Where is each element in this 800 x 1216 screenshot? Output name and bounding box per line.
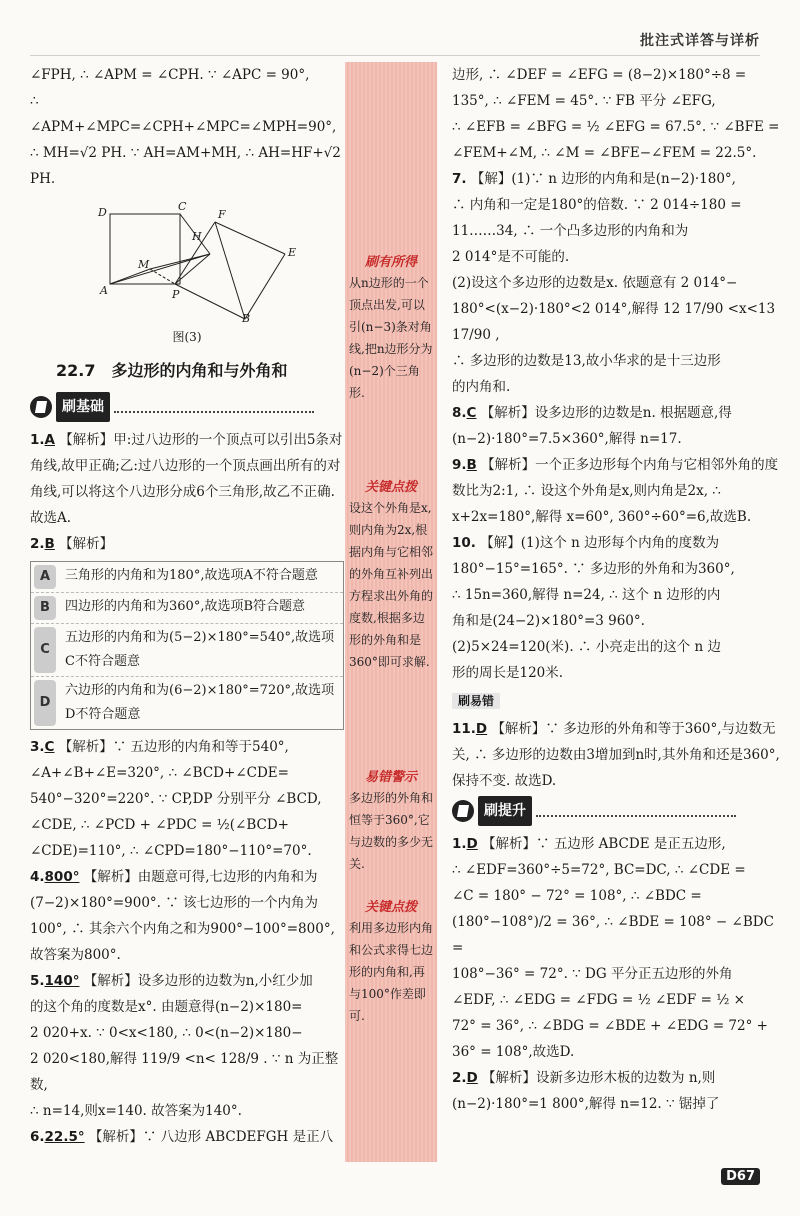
label-B: B — [242, 312, 251, 324]
option-row-c: C 五边形的内角和为(5−2)×180°=540°,故选项C不符合题意 — [31, 624, 343, 677]
label-D: D — [98, 206, 107, 219]
q5-line-3: 2 020+x. ∵ 0<x<180, ∴ 0<(n−2)×180− — [30, 1025, 303, 1041]
q7-line-4: 2 014°是不可能的. — [452, 249, 570, 265]
q10: 10. 【解】(1)这个 n 边形每个内角的度数为 — [452, 535, 720, 551]
q10-line-3: ∴ 15n=360,解得 n=24, ∴ 这个 n 边形的内 — [452, 587, 721, 603]
margin-notes-column — [345, 62, 437, 1162]
q10-line-2: 180°−15°=165°. ∵ 多边形的外角和为360°, — [452, 561, 735, 577]
p1-line-8: 36° = 108°,故选D. — [452, 1044, 575, 1060]
q3-line-2: ∠A+∠B+∠E=320°, ∴ ∠BCD+∠CDE= — [30, 765, 289, 781]
intro-line-2: ∴ ∠APM+∠MPC=∠CPH+∠MPC=∠MPH=90°, — [30, 93, 337, 135]
p1-line-2: ∴ ∠EDF=360°÷5=72°, BC=DC, ∴ ∠CDE = — [452, 862, 746, 878]
q8: 8.C 【解析】设多边形的边数是n. 根据题意,得(n−2)·180°=7.5×360°,解得 n=17. — [452, 405, 732, 447]
badge-improve: 刷提升 — [452, 796, 736, 826]
q5: 5.140° 【解析】设多边形的边数为n,小红少加 — [30, 973, 313, 989]
q3-line-4: ∠CDE, ∴ ∠PCD + ∠PDC = ½(∠BCD+ — [30, 817, 289, 833]
r-line-4: ∠FEM+∠M, ∴ ∠M = ∠BFE−∠FEM = 22.5°. — [452, 145, 757, 161]
label-A: A — [100, 284, 108, 297]
label-H: H — [192, 230, 202, 243]
label-C: C — [178, 200, 187, 213]
note-4: 关键点拨 利用多边形内角和公式求得七边形的内角和,再与100°作差即可. — [349, 900, 434, 1023]
intro-line-1: ∠FPH, ∴ ∠APM = ∠CPH. ∵ ∠APC = 90°, — [30, 67, 310, 83]
dotted-rule — [114, 401, 314, 413]
figure-caption: 图(3) — [172, 330, 202, 344]
p1: 1.D 【解析】∵ 五边形 ABCDE 是正五边形, — [452, 836, 726, 852]
book-icon — [30, 396, 52, 418]
r-line-2: 135°, ∴ ∠FEM = 45°. ∵ FB 平分 ∠EFG, — [452, 93, 716, 109]
intro-line-3: ∴ MH=√2 PH. ∵ AH=AM+MH, ∴ AH=HF+√2 PH. — [30, 145, 341, 187]
r-line-1: 边形, ∴ ∠DEF = ∠EFG = (8−2)×180°÷8 = — [452, 67, 747, 83]
q1: 1.A 【解析】甲:过八边形的一个顶点可以引出5条对角线,故甲正确;乙:过八边形的一个顶点画出所有的对角线,可以将这个八边形分成6个三角形,故乙不正确. 故选A. — [30, 432, 343, 526]
option-row-b: B 四边形的内角和为360°,故选项B符合题意 — [31, 593, 343, 624]
q5-line-2: 的这个角的度数是x°. 由题意得(n−2)×180= — [30, 999, 303, 1015]
p1-line-7: 72° = 36°, ∴ ∠BDG = ∠BDE + ∠EDG = 72° + — [452, 1018, 768, 1034]
q5-line-4: 2 020<180,解得 119/9 <n< 128/9 . ∵ n 为正整数, — [30, 1051, 339, 1093]
q7-line-3: 11……34, ∴ 一个凸多边形的内角和为 — [452, 223, 689, 239]
label-F: F — [218, 208, 226, 221]
q10-line-5: (2)5×24=120(米). ∴ 小亮走出的这个 n 边 — [452, 639, 721, 655]
label-E: E — [288, 246, 297, 259]
q10-line-6: 形的周长是120米. — [452, 665, 564, 681]
q5-line-5: ∴ n=14,则x=140. 故答案为140°. — [30, 1103, 242, 1119]
q6: 6.22.5° 【解析】∵ 八边形 ABCDEFGH 是正八 — [30, 1129, 334, 1145]
geometry-figure — [80, 194, 380, 324]
p1-line-5: 108°−36° = 72°. ∵ DG 平分正五边形的外角 — [452, 966, 733, 982]
options-table — [30, 561, 344, 730]
label-M: M — [138, 258, 150, 271]
dotted-rule — [536, 805, 736, 817]
note-2: 关键点拨 设这个外角是x,则内角为2x,根据内角与它相邻的外角互补列出方程求出外角的度数,根据多边形的外角和是360°即可求解. — [349, 480, 434, 669]
q2: 2.B 【解析】 — [30, 536, 114, 552]
left-column — [30, 62, 344, 1150]
section-title: 22.7 多边形的内角和与外角和 — [56, 361, 288, 380]
q7-line-6: 180°<(x−2)·180°<2 014°,解得 12 17/90 <x<13 17/90 , — [452, 301, 776, 343]
tag-mistake: 刷易错 — [452, 688, 782, 714]
p1-line-6: ∠EDF, ∴ ∠EDG = ∠FDG = ½ ∠EDF = ½ × — [452, 992, 745, 1008]
note-3: 易错警示 多边形的外角和恒等于360°,它与边数的多少无关. — [349, 770, 434, 871]
p1-line-4: (180°−108°)/2 = 36°, ∴ ∠BDE = 108° − ∠BDC = — [452, 914, 774, 956]
q10-line-4: 角和是(24−2)×180°=3 960°. — [452, 613, 645, 629]
q7-line-2: ∴ 内角和一定是180°的倍数. ∵ 2 014÷180 = — [452, 197, 742, 213]
q7: 7. 【解】(1)∵ n 边形的内角和是(n−2)·180°, — [452, 171, 736, 187]
q3: 3.C 【解析】∵ 五边形的内角和等于540°, — [30, 739, 289, 755]
p1-line-3: ∠C = 180° − 72° = 108°, ∴ ∠BDC = — [452, 888, 702, 904]
p2: 2.D 【解析】设新多边形木板的边数为 n,则(n−2)·180°=1 800°,解得 n=12. ∵ 锯掉了 — [452, 1070, 720, 1112]
right-column — [452, 62, 782, 1117]
q3-line-5: ∠CDE)=110°, ∴ ∠CPD=180°−110°=70°. — [30, 843, 312, 859]
q4: 4.800° 【解析】由题意可得,七边形的内角和为(7−2)×180°=900°. ∵ 该七边形的一个内角为100°, ∴ 其余六个内角之和为900°−100°=800°,故答案为800°. — [30, 869, 335, 963]
book-icon — [452, 800, 474, 822]
header-divider — [30, 55, 760, 56]
note-1: 刷有所得 从n边形的一个顶点出发,可以引(n−3)条对角线,把n边形分为(n−2)个三角形. — [349, 255, 433, 400]
page-number: D67 — [721, 1168, 760, 1185]
q7-line-7: ∴ 多边形的边数是13,故小华求的是十三边形 — [452, 353, 721, 369]
q3-line-3: 540°−320°=220°. ∵ CP,DP 分别平分 ∠BCD, — [30, 791, 322, 807]
label-P: P — [172, 288, 180, 301]
option-row-a: A 三角形的内角和为180°,故选项A不符合题意 — [31, 562, 343, 593]
option-row-d: D 六边形的内角和为(6−2)×180°=720°,故选项D不符合题意 — [31, 677, 343, 729]
q7-line-5: (2)设这个多边形的边数是x. 依题意有 2 014°− — [452, 275, 738, 291]
r-line-3: ∴ ∠EFB = ∠BFG = ½ ∠EFG = 67.5°. ∵ ∠BFE = — [452, 119, 780, 135]
q11: 11.D 【解析】∵ 多边形的外角和等于360°,与边数无关, ∴ 多边形的边数由3增加到n时,其外角和还是360°,保持不变. 故选D. — [452, 721, 780, 789]
page-header: 批注式详答与详析 — [640, 33, 760, 49]
badge-basic: 刷基础 — [30, 392, 314, 422]
q9: 9.B 【解析】一个正多边形每个内角与它相邻外角的度数比为2:1, ∴ 设这个外角是x,则内角是2x, ∴ x+2x=180°,解得 x=60°, 360°÷60°=6,故选B. — [452, 457, 779, 525]
q7-line-8: 的内角和. — [452, 379, 511, 395]
